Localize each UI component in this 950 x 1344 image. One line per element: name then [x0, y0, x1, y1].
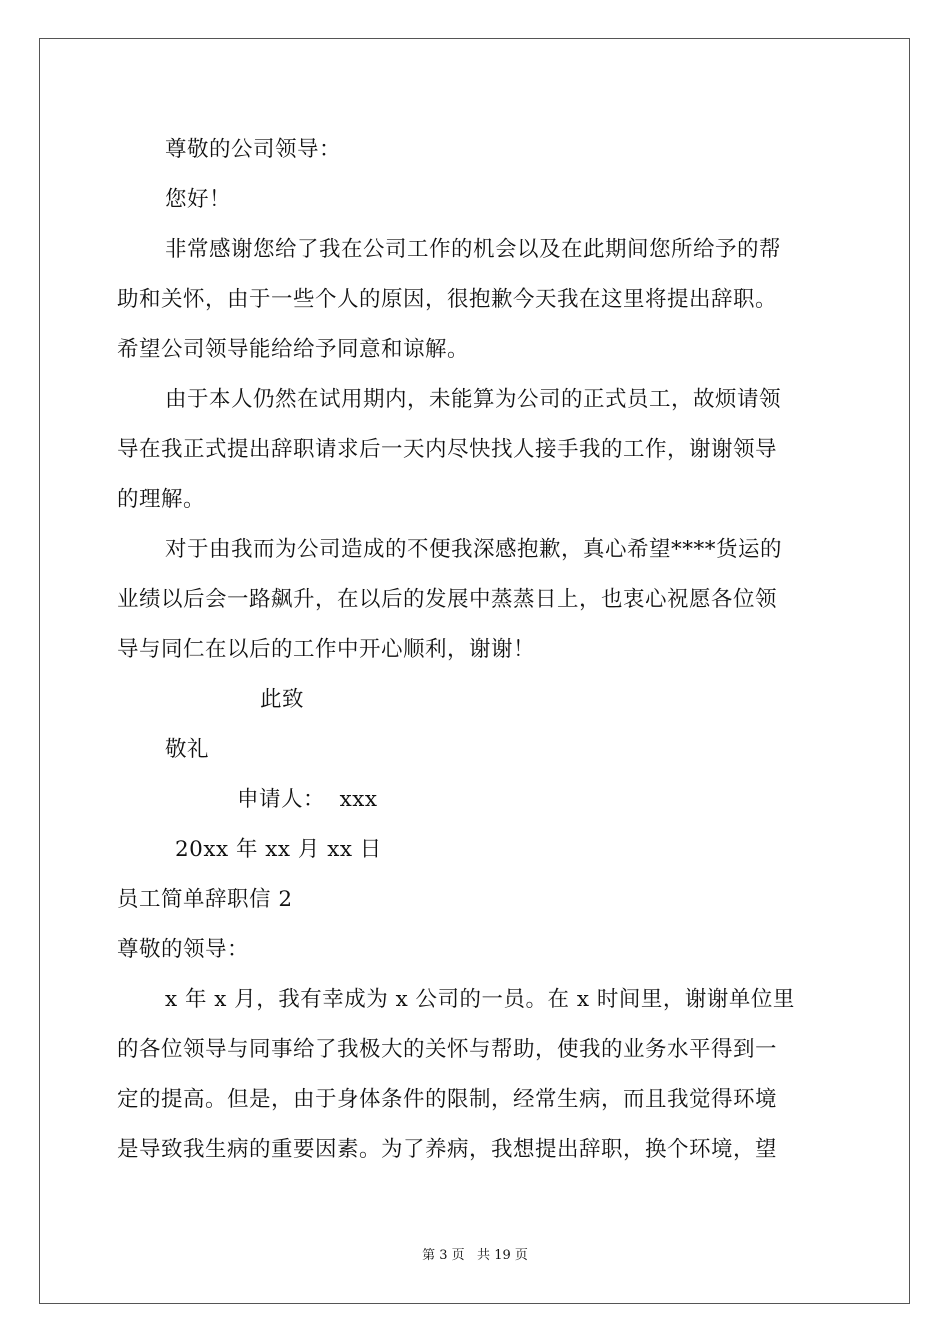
page-border: [39, 38, 910, 1304]
paragraph-line: 导在我正式提出辞职请求后一天内尽快找人接手我的工作，谢谢领导: [117, 437, 778, 462]
applicant-line: 申请人： xxx: [237, 787, 378, 812]
paragraph-line: 对于由我而为公司造成的不便我深感抱歉，真心希望****货运的: [165, 537, 783, 562]
salutation: 尊敬的公司领导：: [165, 137, 342, 162]
paragraph-line: 非常感谢您给了我在公司工作的机会以及在此期间您所给予的帮: [165, 237, 782, 262]
paragraph-line: 的各位领导与同事给了我极大的关怀与帮助，使我的业务水平得到一: [117, 1037, 778, 1062]
paragraph-line: 业绩以后会一路飙升，在以后的发展中蒸蒸日上，也衷心祝愿各位领: [117, 587, 778, 612]
salutation: 尊敬的领导：: [117, 937, 250, 962]
greeting: 您好！: [165, 187, 232, 212]
closing-line: 此致: [260, 687, 305, 712]
paragraph-line: 助和关怀，由于一些个人的原因，很抱歉今天我在这里将提出辞职。: [117, 287, 778, 312]
paragraph-line: 由于本人仍然在试用期内，未能算为公司的正式员工，故烦请领: [165, 387, 782, 412]
closing-line: 敬礼: [165, 737, 210, 762]
paragraph-line: x 年 x 月，我有幸成为 x 公司的一员。在 x 时间里，谢谢单位里: [165, 987, 795, 1012]
paragraph-line: 导与同仁在以后的工作中开心顺利，谢谢！: [117, 637, 536, 662]
paragraph-line: 的理解。: [117, 487, 206, 512]
page-number: 第 3 页 共 19 页: [422, 1248, 528, 1263]
paragraph-line: 定的提高。但是，由于身体条件的限制，经常生病，而且我觉得环境: [117, 1087, 778, 1112]
section-title: 员工简单辞职信 2: [117, 887, 293, 912]
paragraph-line: 希望公司领导能给给予同意和谅解。: [117, 337, 470, 362]
date-line: 20xx 年 xx 月 xx 日: [175, 837, 382, 862]
paragraph-line: 是导致我生病的重要因素。为了养病，我想提出辞职，换个环境，望: [117, 1137, 778, 1162]
